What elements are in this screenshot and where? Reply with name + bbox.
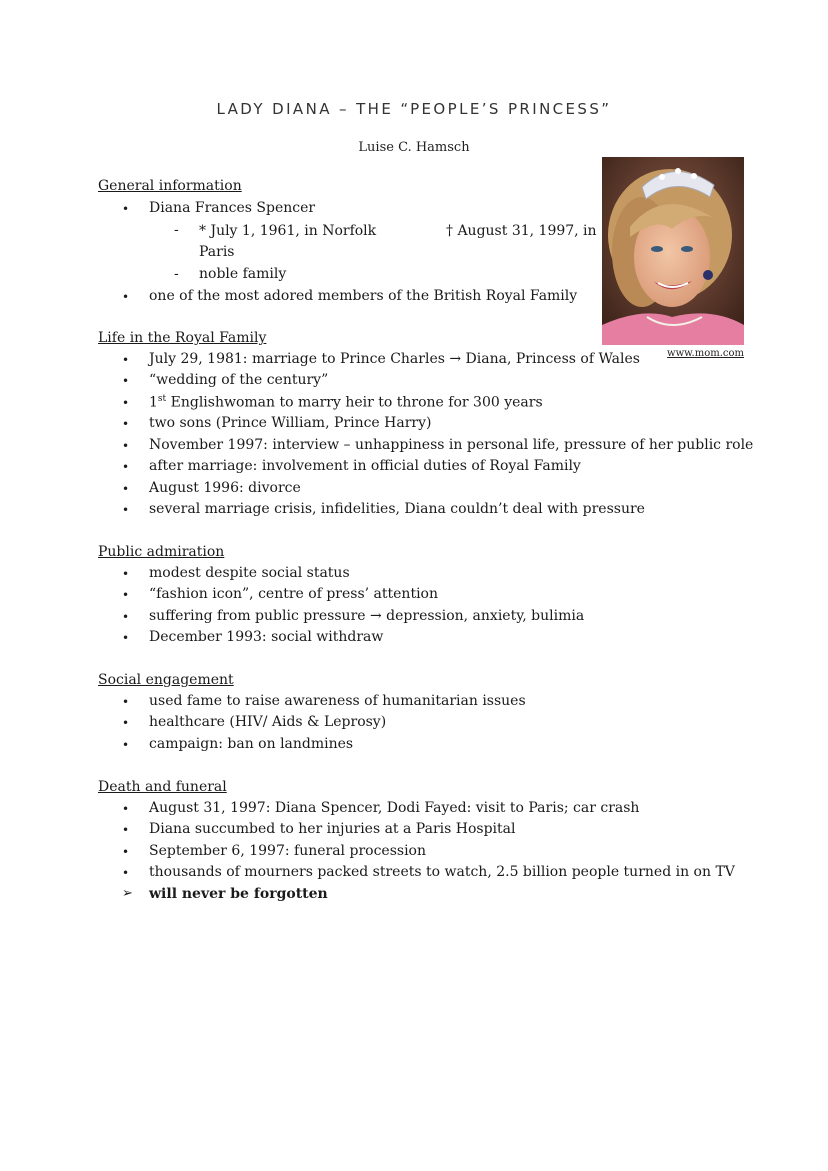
page-title: LADY DIANA – THE “PEOPLE’S PRINCESS” bbox=[216, 100, 612, 118]
bullet: • bbox=[122, 588, 130, 602]
bullet: • bbox=[122, 503, 130, 517]
dash-marker: - bbox=[174, 222, 179, 238]
death-info: † August 31, 1997, in bbox=[446, 223, 597, 239]
list-item: modest despite social status bbox=[149, 565, 350, 581]
bullet: • bbox=[122, 716, 130, 730]
bullet: • bbox=[122, 610, 130, 624]
bullet: • bbox=[122, 374, 130, 388]
bullet: • bbox=[122, 439, 130, 453]
list-item-text: Englishwoman to marry heir to throne for 300 years bbox=[170, 394, 543, 411]
portrait-photo bbox=[602, 157, 744, 345]
bullet: • bbox=[122, 823, 130, 837]
list-item: December 1993: social withdraw bbox=[149, 629, 384, 645]
section-heading-death-funeral: Death and funeral bbox=[98, 779, 227, 795]
list-item: thousands of mourners packed streets to watch, 2.5 billion people turned in on TV bbox=[149, 864, 735, 880]
list-item: “fashion icon”, centre of press’ attention bbox=[149, 586, 438, 602]
bullet: • bbox=[122, 290, 130, 304]
list-item: campaign: ban on landmines bbox=[149, 736, 354, 752]
list-item: Diana Frances Spencer bbox=[149, 200, 316, 216]
ordinal-number: 1 bbox=[149, 394, 158, 411]
list-item bbox=[149, 394, 543, 411]
bullet: • bbox=[122, 695, 130, 709]
bullet: • bbox=[122, 866, 130, 880]
dash-marker: - bbox=[174, 266, 179, 282]
list-item: September 6, 1997: funeral procession bbox=[149, 843, 426, 859]
list-item: August 1996: divorce bbox=[149, 480, 301, 496]
list-item: November 1997: interview – unhappiness in personal life, pressure of her public role bbox=[149, 437, 754, 453]
list-item: July 29, 1981: marriage to Prince Charles → Diana, Princess of Wales bbox=[149, 351, 640, 367]
conclusion: will never be forgotten bbox=[149, 886, 328, 902]
family-info: noble family bbox=[199, 266, 287, 282]
list-item: one of the most adored members of the British Royal Family bbox=[149, 288, 578, 304]
bullet: • bbox=[122, 417, 130, 431]
list-item: Diana succumbed to her injuries at a Paris Hospital bbox=[149, 821, 516, 837]
list-item: several marriage crisis, infidelities, Diana couldn’t deal with pressure bbox=[149, 501, 645, 517]
bullet: • bbox=[122, 396, 130, 410]
section-heading-public-admiration: Public admiration bbox=[98, 544, 225, 560]
birth-info: * July 1, 1961, in Norfolk bbox=[199, 223, 377, 239]
bullet: • bbox=[122, 567, 130, 581]
author: Luise C. Hamsch bbox=[358, 140, 470, 155]
ordinal-suffix: st bbox=[157, 394, 167, 404]
list-item: August 31, 1997: Diana Spencer, Dodi Fayed: visit to Paris; car crash bbox=[149, 800, 640, 816]
bullet: • bbox=[122, 202, 130, 216]
photo-credit-link[interactable]: www.mom.com bbox=[667, 348, 744, 359]
bullet: • bbox=[122, 353, 130, 367]
bullet: • bbox=[122, 738, 130, 752]
bullet: • bbox=[122, 482, 130, 496]
bullet: • bbox=[122, 631, 130, 645]
list-item: used fame to raise awareness of humanitarian issues bbox=[149, 693, 526, 709]
list-item: two sons (Prince William, Prince Harry) bbox=[149, 415, 432, 431]
list-item: “wedding of the century” bbox=[149, 372, 329, 388]
section-heading-social-engagement: Social engagement bbox=[98, 672, 234, 688]
bullet: • bbox=[122, 802, 130, 816]
list-item: suffering from public pressure → depression, anxiety, bulimia bbox=[149, 608, 585, 624]
bullet: • bbox=[122, 460, 130, 474]
bullet: • bbox=[122, 845, 130, 859]
list-item: after marriage: involvement in official duties of Royal Family bbox=[149, 458, 581, 474]
section-heading-general: General information bbox=[98, 178, 242, 194]
death-info-cont: Paris bbox=[199, 244, 235, 260]
section-heading-royal-family: Life in the Royal Family bbox=[98, 330, 267, 346]
list-item: healthcare (HIV/ Aids & Leprosy) bbox=[149, 714, 387, 730]
arrow-bullet-icon: ➢ bbox=[122, 886, 133, 901]
